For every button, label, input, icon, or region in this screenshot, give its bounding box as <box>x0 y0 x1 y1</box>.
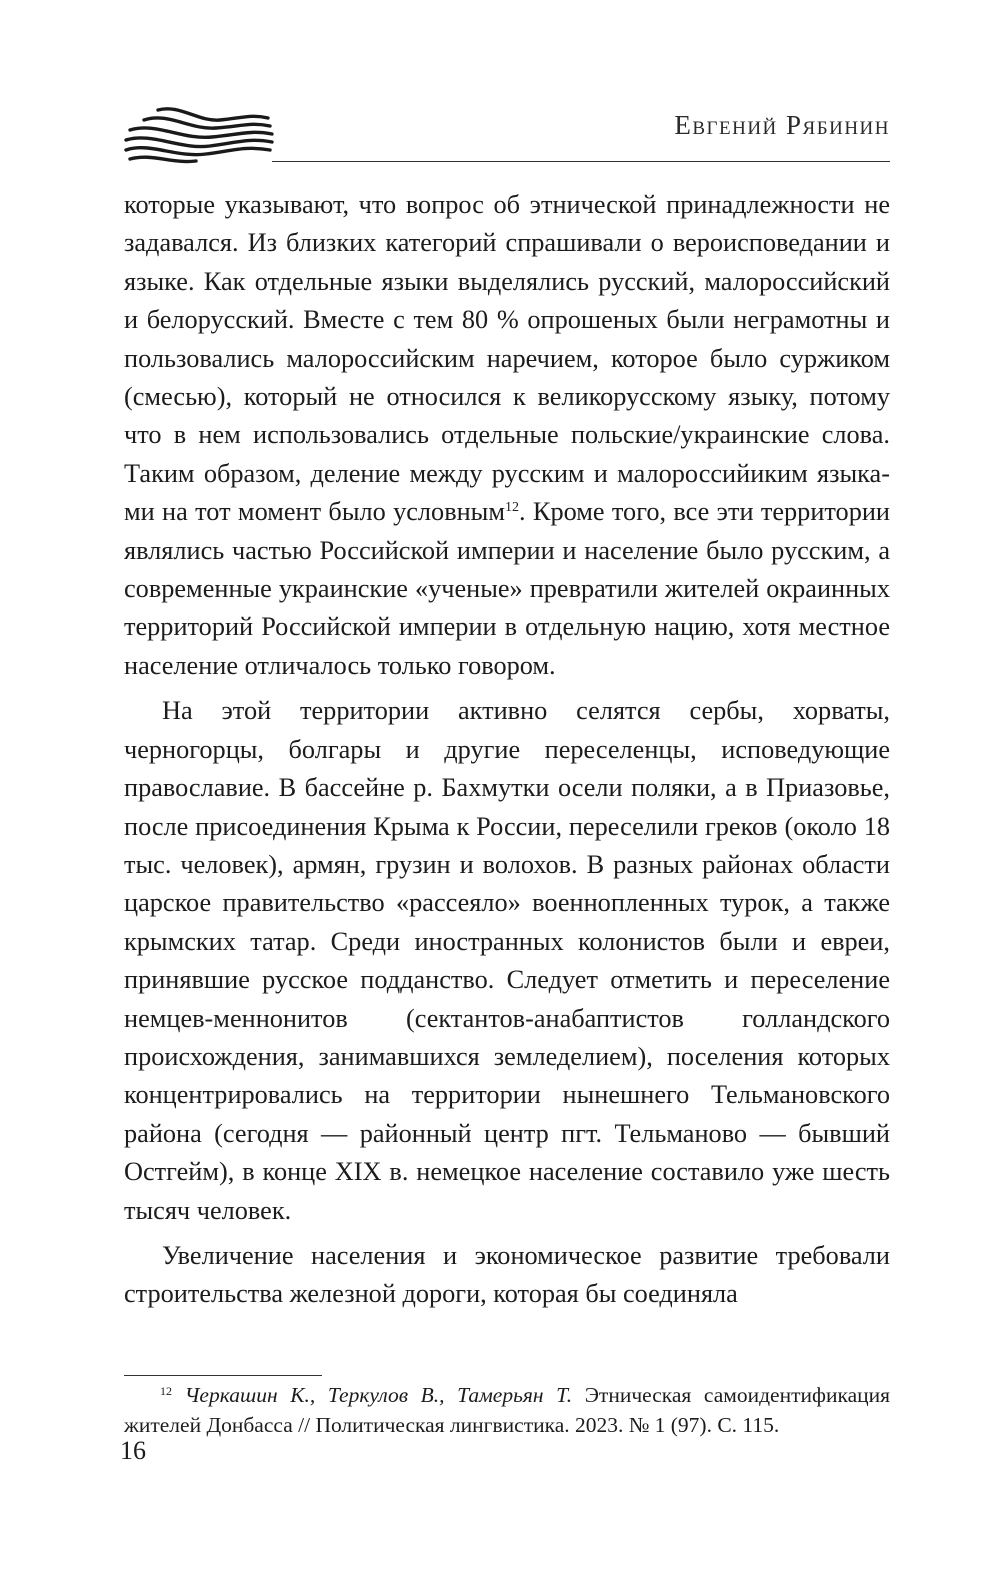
footnote-number: 12 <box>160 1384 172 1398</box>
paragraph-1-text-b: . Кроме того, все эти территории являлись частью Российской империи и население было русским, а современные украинские «ученые» превратили жителей окраинных территорий Российской империи в отдельную нацию, хотя местное население отличалось только говором. <box>124 497 890 680</box>
body-text <box>124 186 890 1314</box>
running-header-author: Евгений Рябинин <box>674 110 890 140</box>
paragraph-1-text-a: которые указывают, что вопрос об этнической принадлежности не задавался. Из близких категорий спрашивали о вероисповедании и языке. Как отдельные языки выделялись русский, малороссийский и белорусский. Вместе с тем 80 % опрошеных были неграмотны и пользовались малороссийским наречием, которое было суржиком (смесью), который не относился к великорусскому языку, потому что в нем использовались отдельные польские/украинские слова. Таким образом, деление между русским и малороссийиким языками на тот момент было условным <box>124 190 890 527</box>
footnote-authors: Черкашин К., Теркулов В., Тамерьян Т. <box>184 1383 573 1407</box>
paragraph-2: На этой территории активно селятся сербы, хорваты, черногорцы, болгары и другие переселенцы, исповедующие православие. В бассейне р. Бахмутки осели поляки, а в Приазовье, после присоединения Крыма к России, переселили греков (около 18 тыс. человек), армян, грузин и волохов. В разных районах области царское правительство «рассеяло» военнопленных турок, а также крымских татар. Среди иностранных колонистов были и евреи, принявшие русское подданство. Следует отметить и переселение немцев-меннонитов (сектантов-анабаптистов голландского происхождения, занимавшихся земледелием), поселения которых концентрировались на территории нынешнего Тельмановского района (сегодня — районный центр пгт. Тельманово — бывший Остгейм), в конце XIX в. немецкое население составило уже шесть тысяч человек. <box>124 696 890 1225</box>
wavy-flag-stripes-icon <box>120 100 280 166</box>
footnote <box>124 1380 890 1440</box>
paragraph-1 <box>124 186 890 685</box>
footnote-rule <box>124 1375 322 1376</box>
page-number: 16 <box>120 1436 146 1465</box>
paragraph-3: Увеличение населения и экономическое развитие требовали строительства железной дороги, которая бы соединяла <box>124 1240 890 1309</box>
footnote-reference[interactable]: 12 <box>505 500 519 516</box>
footnote-text: Этническая самоидентификация жителей Донбасса // Политическая лингвистика. 2023. № 1 (97). С. 115. <box>124 1383 891 1437</box>
header-rule <box>272 161 890 162</box>
